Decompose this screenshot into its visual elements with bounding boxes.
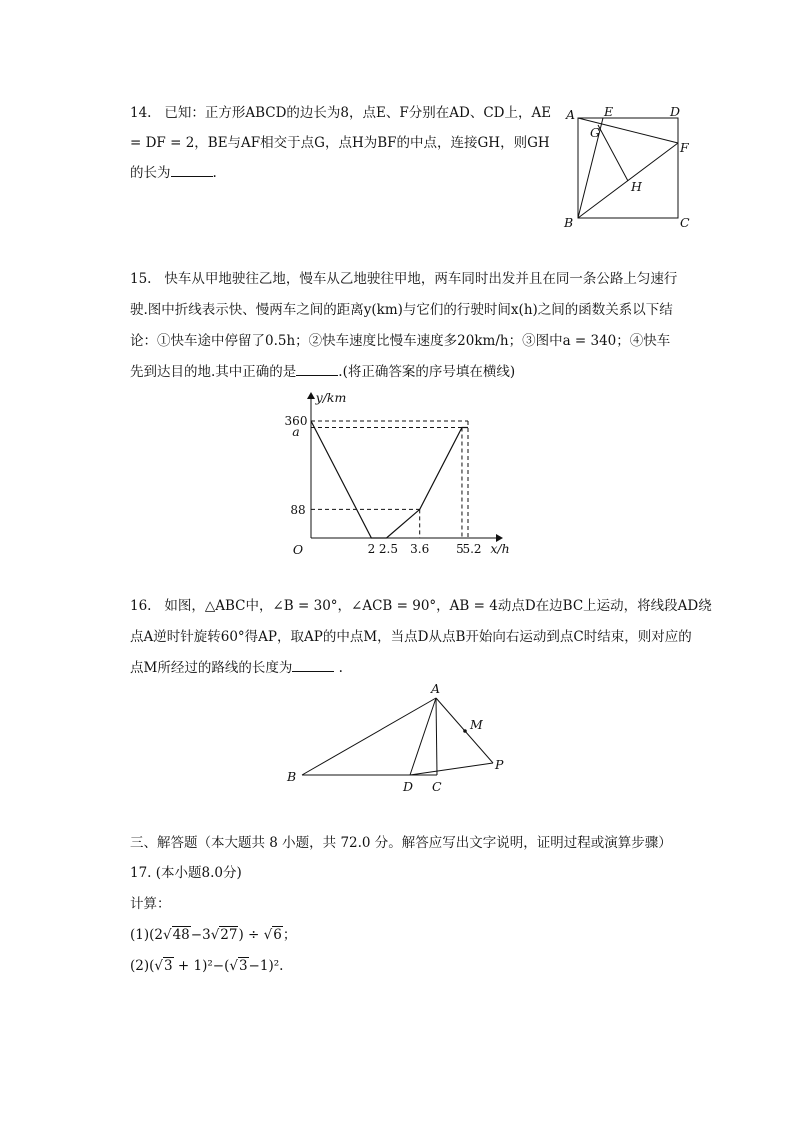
x-axis-label: x/h <box>490 541 510 556</box>
expr-text: (2)( <box>130 958 155 974</box>
segment-dp <box>410 763 493 775</box>
label-a: A <box>431 681 441 696</box>
origin-label: O <box>292 542 304 557</box>
expr-text: −1)². <box>248 958 284 974</box>
y-tick-label: a <box>292 424 300 439</box>
q17-part1: (1)(2√48−3√27) ÷ √6； <box>130 927 297 943</box>
q17-part2: (2)(√3 + 1)²−(√3−1)². <box>130 958 284 974</box>
label-e: E <box>604 104 614 119</box>
expr-text: ) ÷ <box>238 927 264 943</box>
expr-text: (1)(2 <box>130 927 163 943</box>
q15-line4-suffix: .(将正确答案的序号填在横线) <box>338 364 516 380</box>
x-tick-label: 5.2 <box>462 542 482 556</box>
label-g: G <box>590 125 600 140</box>
radicand: 27 <box>220 927 238 943</box>
expr-text: ； <box>282 927 297 943</box>
y-tick-label: 88 <box>290 503 306 517</box>
q15-line4-prefix: 先到达目的地.其中正确的是 <box>130 364 297 380</box>
segment-ad <box>410 698 436 775</box>
label-b: B <box>564 215 574 230</box>
q15-text-line1: 快车从甲地驶往乙地，慢车从乙地驶往甲地，两车同时出发并且在同一条公路上匀速行 <box>164 271 678 287</box>
x-tick-label: 5 <box>456 542 464 556</box>
label-c: C <box>432 779 442 794</box>
radicand: 6 <box>273 927 282 943</box>
q16-text-line1: 如图，△ABC中，∠B = 30°，∠ACB = 90°，AB = 4动点D在边BC上运动，将线段AD绕 <box>164 598 712 614</box>
label-a: A <box>566 107 576 122</box>
segment-ba <box>302 698 436 775</box>
radicand: 3 <box>164 958 173 974</box>
radicand: 48 <box>172 927 190 943</box>
q15-number: 15. <box>130 271 152 287</box>
label-d: D <box>403 779 414 794</box>
point-m <box>463 729 467 733</box>
label-c: C <box>680 215 690 230</box>
q17-intro: 计算： <box>130 896 171 912</box>
segment-ac <box>436 698 437 775</box>
q15-text-line2: 驶.图中折线表示快、慢两车之间的距离y(km)与它们的行驶时间x(h)之间的函数关系以下结 <box>130 302 673 318</box>
label-b: B <box>287 769 297 784</box>
label-f: F <box>680 140 689 155</box>
q16-text-line2: 点A逆时针旋转60°得AP，取AP的中点M，当点D从点B开始向右运动到点C时结束，则对应的 <box>130 629 692 645</box>
q14-line3-suffix: . <box>212 165 217 181</box>
expr-text: −3 <box>190 927 211 943</box>
radicand: 3 <box>238 958 248 974</box>
y-axis-label: y/km <box>315 390 347 405</box>
x-tick-label: 2 <box>367 542 376 556</box>
q16-number: 16. <box>130 598 152 614</box>
label-m: M <box>470 717 483 732</box>
q17-header: 17. (本小题8.0分) <box>130 865 242 881</box>
expr-text: + 1)²−( <box>173 958 230 974</box>
q14-text-line1: 已知：正方形ABCD的边长为8，点E、F分别在AD、CD上，AE <box>164 105 552 121</box>
label-d: D <box>670 104 681 119</box>
x-tick-label: 2.5 <box>378 542 399 556</box>
q14-number: 14. <box>130 105 152 121</box>
section-heading: 三、解答题（本大题共 8 小题，共 72.0 分。解答应写出文字说明，证明过程或演算步骤） <box>130 835 672 851</box>
label-h: H <box>631 179 642 194</box>
q14-line3-prefix: 的长为 <box>130 165 171 181</box>
x-tick-label: 3.6 <box>410 542 430 556</box>
q15-text-line3: 论：①快车途中停留了0.5h；②快车速度比慢车速度多20km/h；③图中a = 340；④快车 <box>130 333 671 349</box>
q14-text-line2: = DF = 2，BE与AF相交于点G，点H为BF的中点，连接GH，则GH <box>130 135 550 151</box>
y-tick-label: 360 <box>284 414 308 428</box>
q16-line3-suffix: . <box>338 660 343 676</box>
label-p: P <box>495 757 504 772</box>
q16-line3-prefix: 点M所经过的路线的长度为 <box>130 660 293 676</box>
